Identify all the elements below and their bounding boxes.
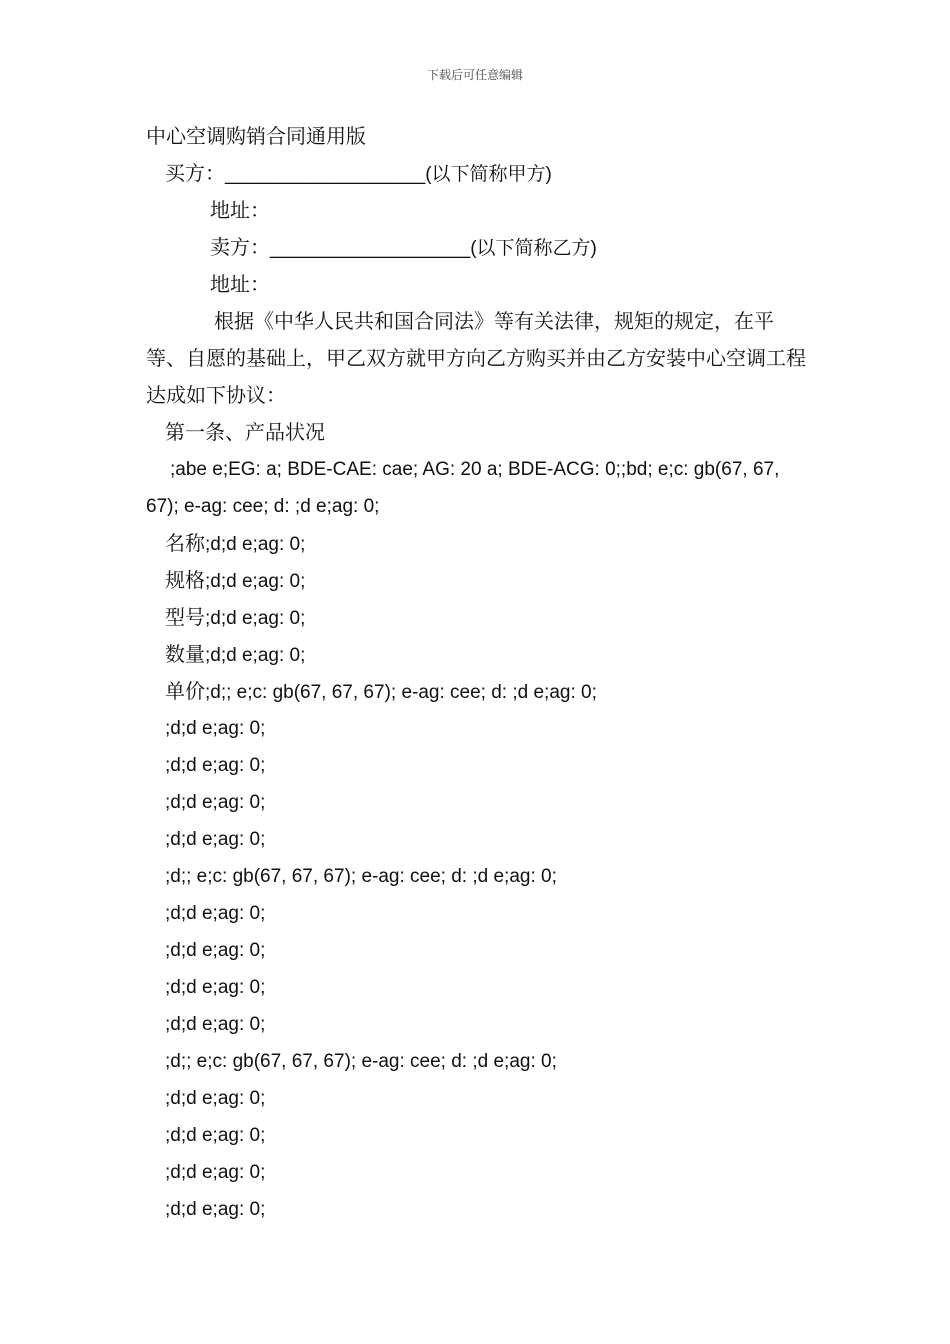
table-line: 型号;d;d e;ag: 0; — [165, 605, 306, 629]
article-heading: 第一条、产品状况 — [165, 420, 325, 444]
header-note: 下载后可任意编辑 — [426, 68, 523, 82]
seller-label: 卖方： — [210, 235, 270, 259]
seller-address: 地址： — [210, 272, 270, 296]
table-line: ;d;d e;ag: 0; — [165, 1199, 266, 1220]
table-line: ;d;d e;ag: 0; — [165, 1125, 266, 1146]
table-line: ;d;; e;c: gb(67, 67, 67); e-ag: cee; d: ;d e;ag: 0; — [165, 866, 557, 887]
document-body — [146, 118, 811, 1228]
table-line: ;d;d e;ag: 0; — [165, 829, 266, 850]
table-line: ;d;d e;ag: 0; — [165, 792, 266, 813]
table-line: ;d;d e;ag: 0; — [165, 940, 266, 961]
buyer-note: (以下简称甲方) — [425, 164, 552, 185]
table-line: 数量;d;d e;ag: 0; — [165, 642, 306, 666]
table-line: ;d;; e;c: gb(67, 67, 67); e-ag: cee; d: ;d e;ag: 0; — [165, 1051, 557, 1072]
intro-paragraph — [146, 303, 811, 414]
table-line: ;d;d e;ag: 0; — [165, 755, 266, 776]
table-lines — [146, 525, 811, 1228]
intro-text: 根据《中华人民共和国合同法》等有关法律，规矩的规定，在平等、自愿的基础上，甲乙双方就甲方向乙方购买并由乙方安装中心空调工程达成如下协议： — [146, 309, 806, 407]
table-line: ;d;d e;ag: 0; — [165, 903, 266, 924]
table-line: ;d;d e;ag: 0; — [165, 1088, 266, 1109]
buyer-address: 地址： — [210, 198, 270, 222]
buyer-blank: __________________ — [225, 163, 426, 185]
garbled-line — [146, 451, 811, 525]
buyer-label: 买方： — [165, 161, 225, 185]
table-line: ;d;d e;ag: 0; — [165, 977, 266, 998]
seller-line — [146, 229, 811, 266]
table-line: 单价;d;; e;c: gb(67, 67, 67); e-ag: cee; d: ;d e;ag: 0; — [165, 679, 597, 703]
table-line: 名称;d;d e;ag: 0; — [165, 531, 306, 555]
garbled-text: ;abe e;EG: a; BDE-CAE: cae; AG: 20 a; BDE-ACG: 0;;bd; e;c: gb(67, 67, 67); e-ag: cee; d: ;d e;ag: 0; — [146, 459, 780, 517]
table-line: ;d;d e;ag: 0; — [165, 1014, 266, 1035]
buyer-line — [146, 155, 811, 192]
document-title: 中心空调购销合同通用版 — [146, 124, 366, 148]
table-line: 规格;d;d e;ag: 0; — [165, 568, 306, 592]
table-line: ;d;d e;ag: 0; — [165, 1162, 266, 1183]
seller-blank: __________________ — [270, 237, 471, 259]
table-line: ;d;d e;ag: 0; — [165, 718, 266, 739]
seller-note: (以下简称乙方) — [470, 238, 597, 259]
